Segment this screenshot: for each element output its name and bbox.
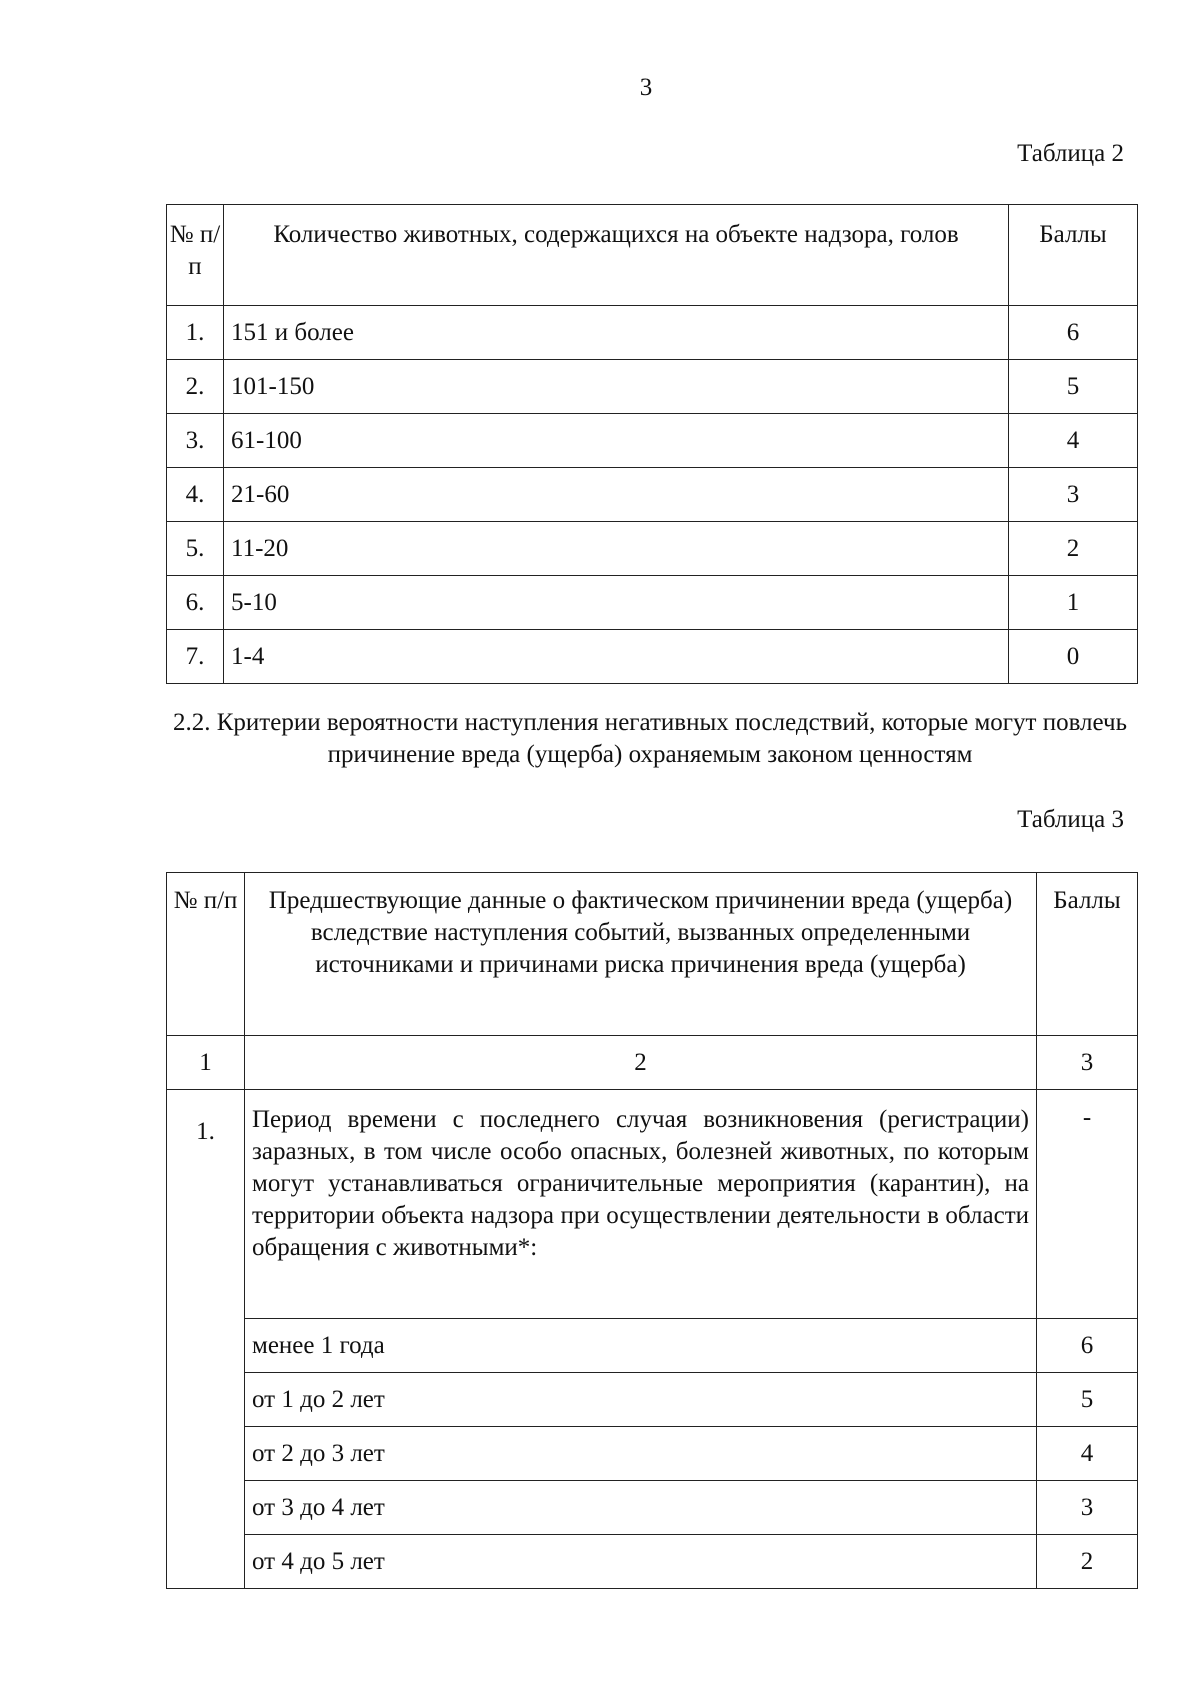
row-points: 6 (1009, 306, 1138, 360)
criterion-points: - (1037, 1090, 1138, 1319)
table-3 (166, 872, 1138, 1589)
header-num: № п/п (167, 873, 245, 1036)
row-num: 6. (167, 576, 224, 630)
row-num: 1. (167, 306, 224, 360)
table-2 (166, 204, 1138, 684)
table-2-label: Таблица 2 (1017, 140, 1124, 167)
sub-row-points: 2 (1037, 1535, 1138, 1589)
row-num: 5. (167, 522, 224, 576)
sub-row-label: от 3 до 4 лет (245, 1481, 1037, 1535)
table-row (167, 414, 1138, 468)
column-index: 2 (245, 1036, 1037, 1090)
row-points: 1 (1009, 576, 1138, 630)
row-points: 2 (1009, 522, 1138, 576)
table-row (167, 522, 1138, 576)
table-row (167, 1373, 1138, 1427)
row-points: 5 (1009, 360, 1138, 414)
sub-row-label: от 1 до 2 лет (245, 1373, 1037, 1427)
row-quantity: 21-60 (224, 468, 1009, 522)
criterion-num: 1. (167, 1090, 245, 1589)
table-row (167, 630, 1138, 684)
row-quantity: 61-100 (224, 414, 1009, 468)
sub-row-points: 5 (1037, 1373, 1138, 1427)
row-quantity: 101-150 (224, 360, 1009, 414)
table-row (167, 360, 1138, 414)
criterion-row (167, 1090, 1138, 1319)
row-quantity: 5-10 (224, 576, 1009, 630)
table-row (167, 306, 1138, 360)
criterion-text: Период времени с последнего случая возникновения (регистрации) заразных, в том числе особо опасных, болезней животных, по которым могут устанавливаться ограничительные мероприятия (карантин), на территории объекта надзора при осуществлении деятельности в области обращения с животными*: (245, 1090, 1037, 1319)
table-row (167, 1427, 1138, 1481)
sub-row-label: от 2 до 3 лет (245, 1427, 1037, 1481)
row-quantity: 1-4 (224, 630, 1009, 684)
table-row (167, 1535, 1138, 1589)
table-header-row (167, 873, 1138, 1036)
header-description: Предшествующие данные о фактическом причинении вреда (ущерба) вследствие наступления событий, вызванных определенными источниками и причинами риска причинения вреда (ущерба) (245, 873, 1037, 1036)
sub-row-points: 4 (1037, 1427, 1138, 1481)
table-3-label: Таблица 3 (1017, 806, 1124, 833)
sub-row-points: 3 (1037, 1481, 1138, 1535)
sub-row-label: от 4 до 5 лет (245, 1535, 1037, 1589)
table-row (167, 468, 1138, 522)
row-points: 0 (1009, 630, 1138, 684)
row-points: 3 (1009, 468, 1138, 522)
row-num: 3. (167, 414, 224, 468)
table-row (167, 1319, 1138, 1373)
sub-row-label: менее 1 года (245, 1319, 1037, 1373)
column-index: 3 (1037, 1036, 1138, 1090)
row-num: 7. (167, 630, 224, 684)
table-row (167, 1481, 1138, 1535)
header-points: Баллы (1037, 873, 1138, 1036)
row-quantity: 151 и более (224, 306, 1009, 360)
header-points: Баллы (1009, 205, 1138, 306)
header-quantity: Количество животных, содержащихся на объекте надзора, голов (224, 205, 1009, 306)
sub-row-points: 6 (1037, 1319, 1138, 1373)
header-num: № п/п (167, 205, 224, 306)
row-quantity: 11-20 (224, 522, 1009, 576)
column-index-row (167, 1036, 1138, 1090)
row-num: 4. (167, 468, 224, 522)
table-header-row (167, 205, 1138, 306)
section-heading: 2.2. Критерии вероятности наступления негативных последствий, которые могут повлечь причинение вреда (ущерба) охраняемым законом ценностям (173, 709, 1127, 768)
row-points: 4 (1009, 414, 1138, 468)
row-num: 2. (167, 360, 224, 414)
table-row (167, 576, 1138, 630)
column-index: 1 (167, 1036, 245, 1090)
page-number: 3 (639, 74, 653, 101)
